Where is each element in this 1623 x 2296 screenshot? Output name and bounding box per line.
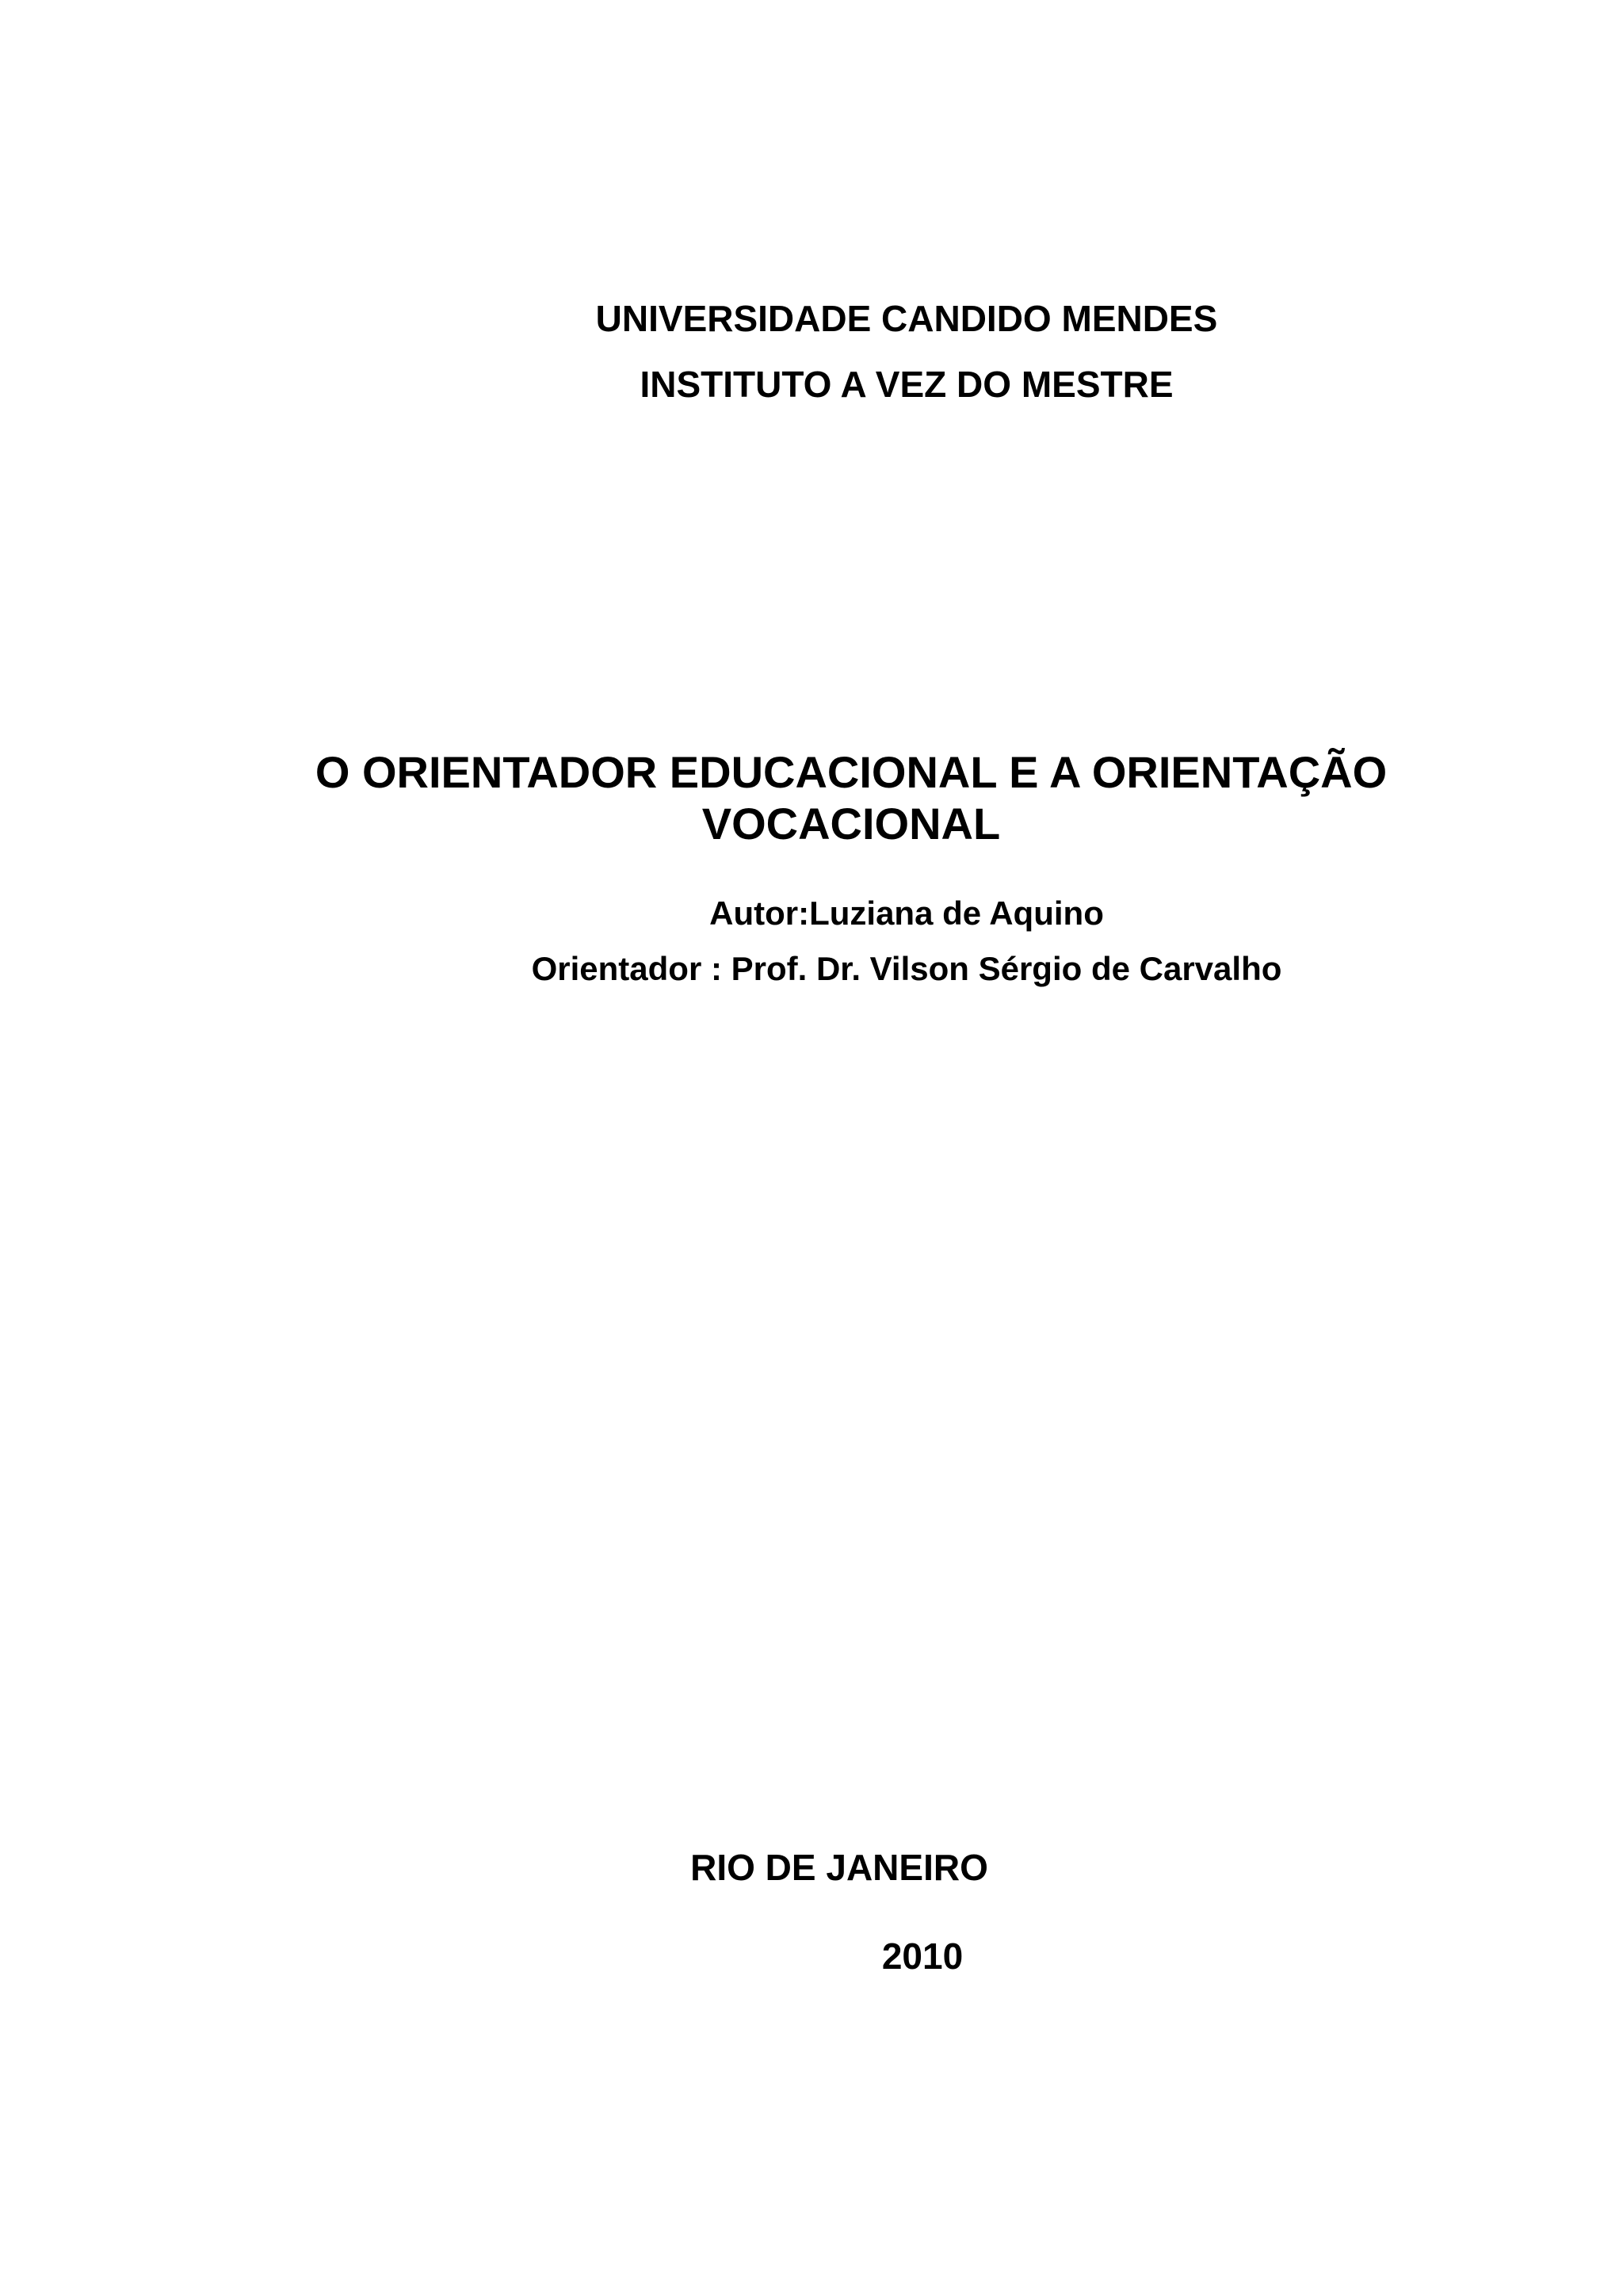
institute-name: INSTITUTO A VEZ DO MESTRE xyxy=(640,364,1174,405)
university-name: UNIVERSIDADE CANDIDO MENDES xyxy=(595,298,1218,339)
author-line: Autor:Luziana de Aquino xyxy=(709,894,1104,932)
city: RIO DE JANEIRO xyxy=(690,1847,988,1888)
document-title-line-1: O ORIENTADOR EDUCACIONAL E A ORIENTAÇÃO xyxy=(315,747,1388,797)
year: 2010 xyxy=(881,1936,964,1977)
document-title-line-2: VOCACIONAL xyxy=(701,799,1001,849)
advisor-line: Orientador : Prof. Dr. Vilson Sérgio de Carvalho xyxy=(531,950,1282,987)
